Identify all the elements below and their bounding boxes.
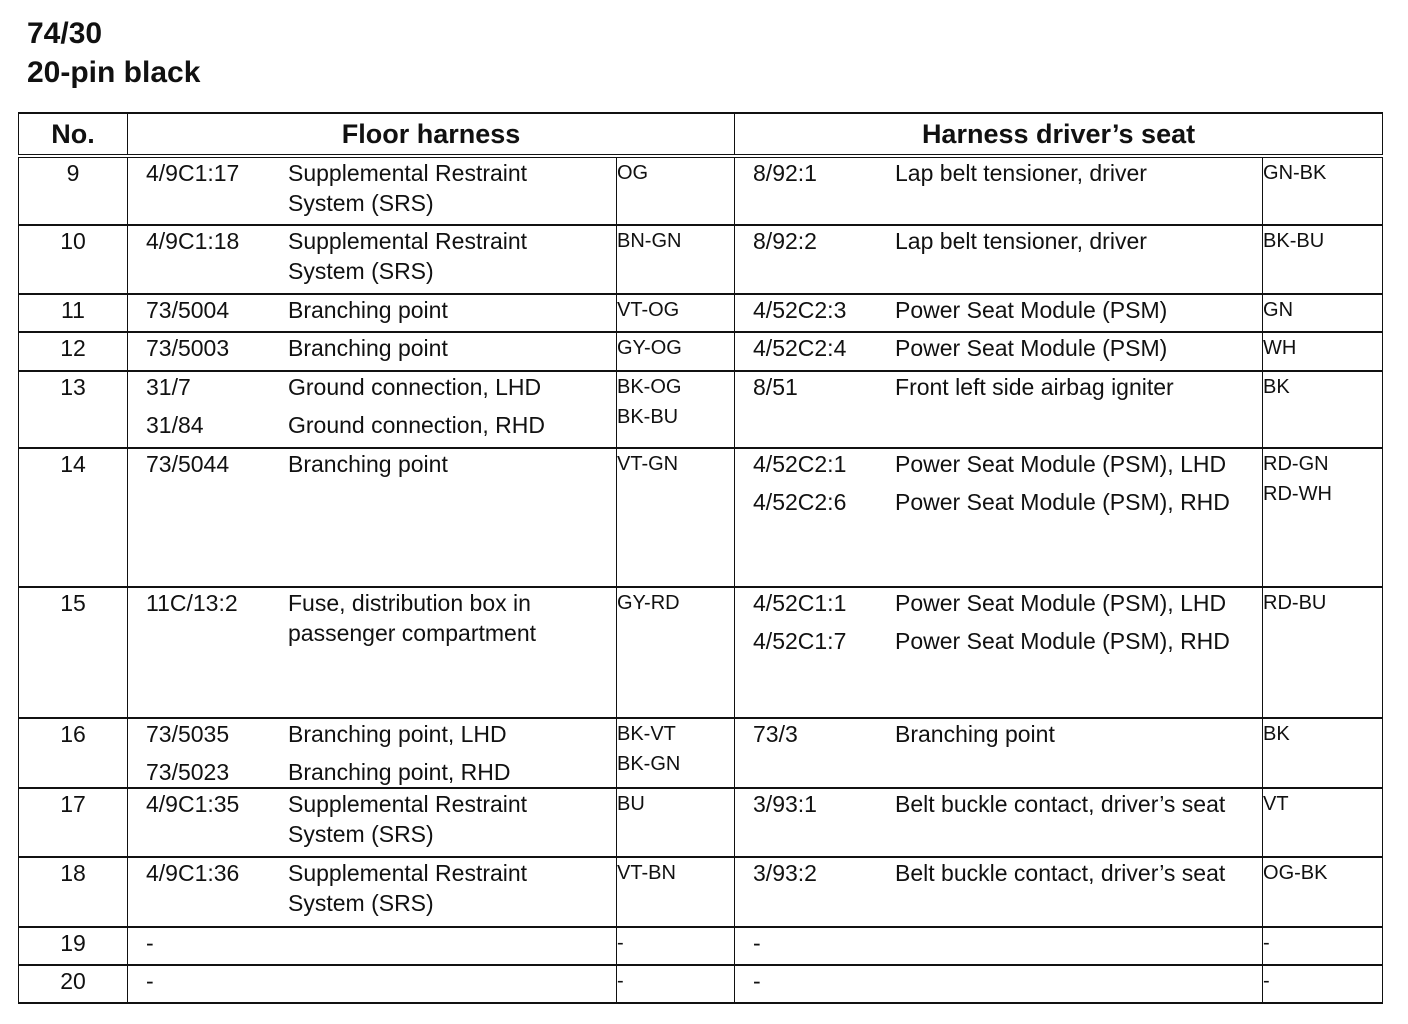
floor-connection-entry — [128, 158, 616, 218]
pin-number: 14 — [19, 448, 128, 587]
seat-connector-code: 4/52C2:4 — [753, 335, 847, 361]
pin-number: 19 — [19, 927, 128, 965]
floor-description: Supplemental Restraint System (SRS) — [288, 791, 528, 847]
pin-number: 10 — [19, 225, 128, 294]
seat-harness-cell — [735, 294, 1263, 332]
floor-wire-color-cell — [617, 965, 735, 1003]
pin-number: 13 — [19, 371, 128, 448]
seat-connector-code: 8/92:1 — [753, 160, 817, 186]
seat-wire-color: - — [1263, 932, 1270, 954]
floor-wire-color-cell — [617, 788, 735, 857]
seat-connector-code: 4/52C1:7 — [753, 628, 847, 654]
table-row — [19, 156, 1383, 225]
floor-harness-cell — [128, 788, 617, 857]
pin-number: 16 — [19, 718, 128, 788]
floor-connection-entry — [128, 966, 616, 996]
floor-wire-color: - — [617, 932, 624, 954]
floor-connector-code: 4/9C1:35 — [146, 791, 240, 817]
pin-number: 20 — [19, 965, 128, 1003]
floor-connection-entry — [128, 333, 616, 363]
seat-wire-color: BK — [1263, 723, 1290, 745]
seat-connection-entry — [735, 928, 1262, 958]
floor-description: Supplemental Restraint System (SRS) — [288, 228, 528, 284]
seat-wire-color-cell — [1263, 156, 1383, 225]
floor-wire-color: - — [617, 970, 624, 992]
floor-wire-color-cell — [617, 448, 735, 587]
floor-connection-entry — [128, 588, 616, 648]
floor-wire-color-cell — [617, 225, 735, 294]
floor-wire-color-cell — [617, 332, 735, 371]
seat-connection-entry — [735, 158, 1262, 188]
header-seat-harness: Harness driver’s seat — [735, 113, 1383, 156]
floor-connection-entry — [128, 226, 616, 286]
seat-connector-code: 4/52C2:1 — [753, 451, 847, 477]
connector-number: 74/30 — [27, 17, 103, 50]
seat-connection-entry — [735, 487, 1262, 517]
floor-wire-color: VT-BN — [617, 862, 676, 884]
floor-connector-code: 73/5044 — [146, 451, 230, 477]
floor-wire-color: BK-OG — [617, 376, 682, 398]
floor-description: Branching point — [288, 335, 448, 361]
table-row — [19, 371, 1383, 448]
floor-description: Supplemental Restraint System (SRS) — [288, 160, 528, 216]
table-row — [19, 788, 1383, 857]
seat-wire-color: GN — [1263, 299, 1294, 321]
floor-connection-entry — [128, 449, 616, 479]
floor-harness-cell — [128, 156, 617, 225]
floor-description: Ground connection, RHD — [288, 412, 545, 438]
floor-harness-cell — [128, 587, 617, 718]
floor-connection-entry — [128, 789, 616, 849]
seat-wire-color: RD-GN — [1263, 453, 1329, 475]
seat-connection-entry — [735, 226, 1262, 256]
header-floor-harness: Floor harness — [128, 113, 735, 156]
table-row — [19, 294, 1383, 332]
floor-connector-code: 11C/13:2 — [146, 590, 238, 616]
seat-description: Lap belt tensioner, driver — [895, 228, 1147, 254]
seat-wire-color-cell — [1263, 448, 1383, 587]
floor-harness-cell — [128, 294, 617, 332]
seat-wire-color: WH — [1263, 337, 1297, 359]
table-row — [19, 927, 1383, 965]
pin-assignment-table — [18, 112, 1383, 1004]
floor-description: Ground connection, LHD — [288, 374, 542, 400]
seat-wire-color: BK-BU — [1263, 230, 1325, 252]
floor-description: Supplemental Restraint System (SRS) — [288, 860, 528, 916]
floor-description: Branching point — [288, 451, 448, 477]
floor-connector-code: 73/5003 — [146, 335, 230, 361]
seat-wire-color: VT — [1263, 793, 1289, 815]
seat-description: Power Seat Module (PSM) — [895, 297, 1168, 323]
pin-number: 11 — [19, 294, 128, 332]
floor-harness-cell — [128, 332, 617, 371]
seat-wire-color: GN-BK — [1263, 162, 1327, 184]
seat-connection-entry — [735, 333, 1262, 363]
floor-connector-code: 31/84 — [146, 412, 204, 438]
floor-harness-cell — [128, 857, 617, 927]
seat-wire-color: RD-BU — [1263, 592, 1327, 614]
floor-connection-entry — [128, 928, 616, 958]
floor-harness-cell — [128, 927, 617, 965]
table-row — [19, 857, 1383, 927]
floor-connector-code: 4/9C1:36 — [146, 860, 240, 886]
seat-wire-color: BK — [1263, 376, 1290, 398]
floor-wire-color-cell — [617, 927, 735, 965]
floor-description: Branching point, RHD — [288, 759, 511, 785]
seat-description: Belt buckle contact, driver’s seat — [895, 791, 1226, 817]
floor-description: Fuse, distribution box in passenger compartment — [288, 590, 537, 646]
seat-connection-entry — [735, 449, 1262, 479]
table-row — [19, 332, 1383, 371]
floor-wire-color: GY-RD — [617, 592, 680, 614]
floor-connector-code: 31/7 — [146, 374, 191, 400]
floor-connection-entry — [128, 295, 616, 325]
floor-harness-cell — [128, 225, 617, 294]
table-row — [19, 225, 1383, 294]
seat-wire-color-cell — [1263, 225, 1383, 294]
seat-description: Power Seat Module (PSM) — [895, 335, 1168, 361]
seat-description: Front left side airbag igniter — [895, 374, 1174, 400]
floor-harness-cell — [128, 448, 617, 587]
seat-wire-color-cell — [1263, 965, 1383, 1003]
seat-description: Power Seat Module (PSM), LHD — [895, 451, 1227, 477]
seat-harness-cell — [735, 857, 1263, 927]
seat-connector-code: 73/3 — [753, 721, 798, 747]
pin-number: 18 — [19, 857, 128, 927]
seat-connector-code: 4/52C2:3 — [753, 297, 847, 323]
seat-harness-cell — [735, 332, 1263, 371]
floor-connection-entry — [128, 719, 616, 749]
table-row — [19, 965, 1383, 1003]
seat-connector-code: 4/52C2:6 — [753, 489, 847, 515]
floor-connector-code: 73/5023 — [146, 759, 230, 785]
seat-connector-code: 3/93:2 — [753, 860, 817, 886]
pin-number: 17 — [19, 788, 128, 857]
seat-harness-cell — [735, 965, 1263, 1003]
floor-harness-cell — [128, 718, 617, 788]
seat-connection-entry — [735, 858, 1262, 888]
seat-harness-cell — [735, 448, 1263, 587]
seat-connection-entry — [735, 372, 1262, 402]
seat-harness-cell — [735, 587, 1263, 718]
floor-wire-color: BK-BU — [617, 406, 679, 428]
seat-wire-color: RD-WH — [1263, 483, 1332, 505]
seat-wire-color-cell — [1263, 927, 1383, 965]
floor-wire-color-cell — [617, 156, 735, 225]
table-row — [19, 718, 1383, 788]
seat-harness-cell — [735, 371, 1263, 448]
floor-wire-color-cell — [617, 857, 735, 927]
seat-connector-code: - — [753, 968, 761, 994]
floor-wire-color: OG — [617, 162, 649, 184]
floor-wire-color-cell — [617, 718, 735, 788]
seat-description: Power Seat Module (PSM), RHD — [895, 628, 1230, 654]
seat-wire-color: - — [1263, 970, 1270, 992]
seat-wire-color-cell — [1263, 718, 1383, 788]
floor-connector-code: - — [146, 968, 154, 994]
seat-connection-entry — [735, 295, 1262, 325]
floor-connector-code: - — [146, 930, 154, 956]
floor-wire-color: BN-GN — [617, 230, 682, 252]
seat-description: Power Seat Module (PSM), LHD — [895, 590, 1227, 616]
seat-wire-color-cell — [1263, 332, 1383, 371]
floor-connector-code: 73/5035 — [146, 721, 230, 747]
seat-wire-color-cell — [1263, 857, 1383, 927]
seat-harness-cell — [735, 718, 1263, 788]
table-row — [19, 448, 1383, 587]
floor-description — [288, 928, 616, 958]
connector-description: 20-pin black — [27, 56, 201, 89]
table-row — [19, 587, 1383, 718]
seat-harness-cell — [735, 225, 1263, 294]
floor-wire-color-cell — [617, 371, 735, 448]
floor-wire-color: GY-OG — [617, 337, 682, 359]
floor-harness-cell — [128, 965, 617, 1003]
floor-description: Branching point — [288, 297, 448, 323]
seat-harness-cell — [735, 927, 1263, 965]
seat-description — [895, 966, 1262, 996]
pin-number: 12 — [19, 332, 128, 371]
seat-wire-color-cell — [1263, 788, 1383, 857]
floor-wire-color-cell — [617, 294, 735, 332]
seat-connection-entry — [735, 719, 1262, 749]
seat-wire-color-cell — [1263, 371, 1383, 448]
seat-harness-cell — [735, 788, 1263, 857]
floor-connector-code: 73/5004 — [146, 297, 230, 323]
floor-connector-code: 4/9C1:17 — [146, 160, 240, 186]
seat-connection-entry — [735, 588, 1262, 618]
seat-wire-color: OG-BK — [1263, 862, 1328, 884]
floor-connection-entry — [128, 858, 616, 918]
floor-connection-entry — [128, 372, 616, 402]
floor-wire-color: BK-GN — [617, 753, 681, 775]
floor-description — [288, 966, 616, 996]
floor-connection-entry — [128, 410, 616, 440]
pin-number: 9 — [19, 156, 128, 225]
floor-connection-entry — [128, 757, 616, 787]
seat-connector-code: - — [753, 930, 761, 956]
floor-wire-color: BU — [617, 793, 645, 815]
floor-connector-code: 4/9C1:18 — [146, 228, 240, 254]
seat-wire-color-cell — [1263, 294, 1383, 332]
floor-description: Branching point, LHD — [288, 721, 507, 747]
seat-connector-code: 8/92:2 — [753, 228, 817, 254]
pin-number: 15 — [19, 587, 128, 718]
floor-wire-color: VT-GN — [617, 453, 679, 475]
seat-connector-code: 8/51 — [753, 374, 798, 400]
seat-connection-entry — [735, 966, 1262, 996]
seat-wire-color-cell — [1263, 587, 1383, 718]
floor-wire-color-cell — [617, 587, 735, 718]
seat-connector-code: 3/93:1 — [753, 791, 817, 817]
floor-wire-color: VT-OG — [617, 299, 680, 321]
seat-description: Belt buckle contact, driver’s seat — [895, 860, 1226, 886]
seat-description — [895, 928, 1262, 958]
seat-description: Branching point — [895, 721, 1055, 747]
seat-description: Power Seat Module (PSM), RHD — [895, 489, 1230, 515]
seat-connection-entry — [735, 789, 1262, 819]
seat-connection-entry — [735, 626, 1262, 656]
table-body — [19, 156, 1383, 1003]
header-no: No. — [19, 113, 128, 156]
seat-harness-cell — [735, 156, 1263, 225]
seat-connector-code: 4/52C1:1 — [753, 590, 847, 616]
floor-harness-cell — [128, 371, 617, 448]
floor-wire-color: BK-VT — [617, 723, 676, 745]
seat-description: Lap belt tensioner, driver — [895, 160, 1147, 186]
